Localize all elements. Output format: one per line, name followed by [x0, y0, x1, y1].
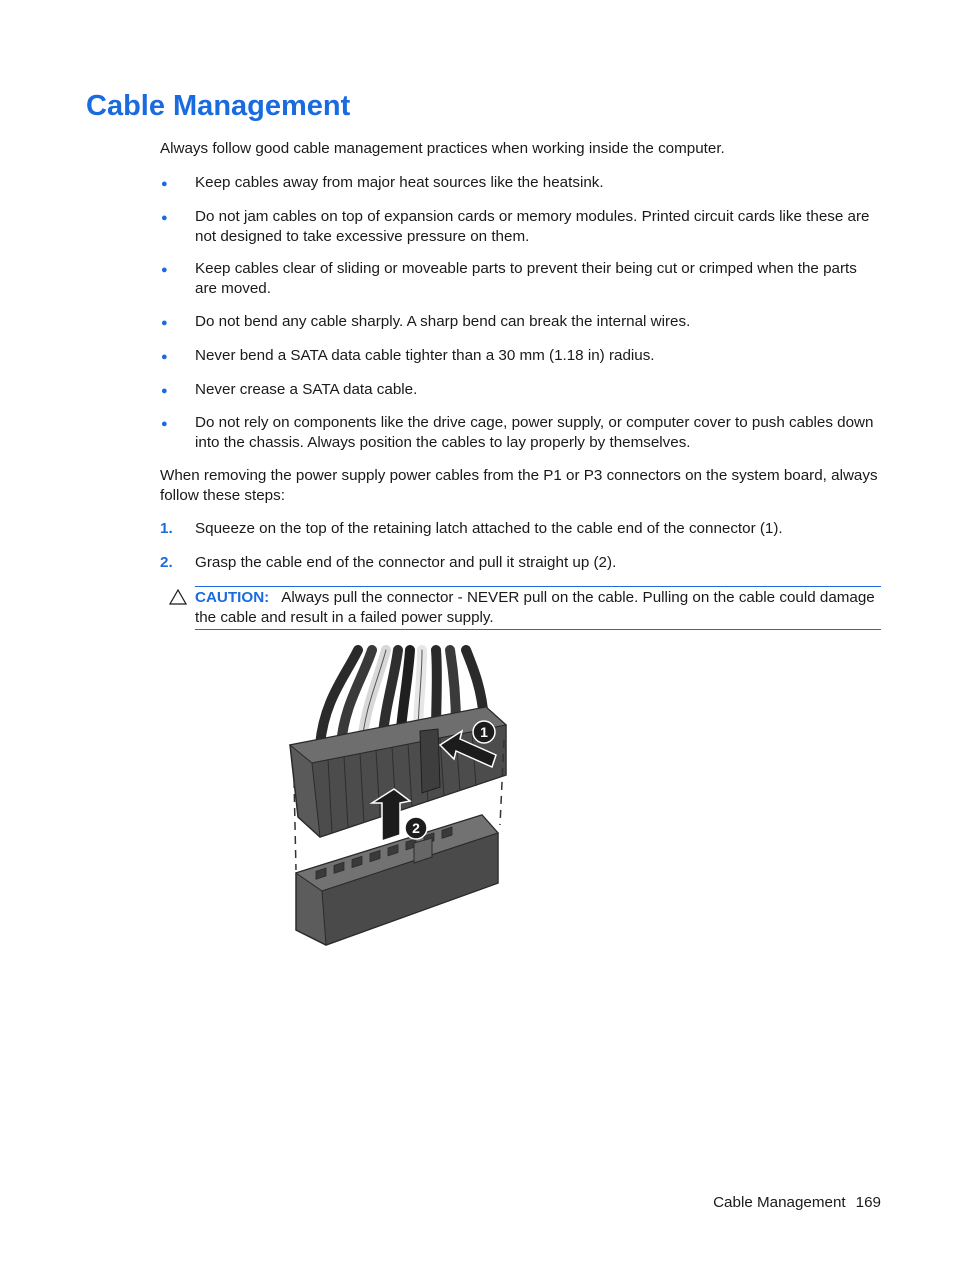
step-text: Squeeze on the top of the retaining latch attached to the cable end of the connector (1). — [195, 520, 783, 537]
caution-text: Always pull the connector - NEVER pull on the cable. Pulling on the cable could damage the cable and result in a failed power supply. — [195, 589, 875, 626]
bullet-text: Never bend a SATA data cable tighter than a 30 mm (1.18 in) radius. — [195, 347, 655, 364]
page-title: Cable Management — [86, 90, 351, 122]
connector-diagram — [286, 645, 516, 955]
bullet-text: Do not rely on components like the drive cage, power supply, or computer cover to push cables down into the chassis. Always position the cables to lay properly by themselves. — [195, 414, 874, 451]
intro-paragraph: Always follow good cable management practices when working inside the computer. — [160, 140, 725, 157]
bullet-icon: ● — [161, 264, 168, 276]
bullet-text: Do not bend any cable sharply. A sharp bend can break the internal wires. — [195, 313, 691, 330]
bullet-item — [160, 259, 882, 299]
callout-2-label: 2 — [412, 820, 420, 836]
bullet-item — [160, 346, 882, 366]
bullet-icon: ● — [161, 212, 168, 224]
connector-illustration — [286, 645, 516, 955]
steps-intro-paragraph: When removing the power supply power cables from the P1 or P3 connectors on the system board, always follow these steps: — [160, 467, 878, 504]
bullet-item — [160, 207, 882, 247]
bullet-item — [160, 380, 882, 400]
step-number: 2. — [160, 554, 173, 571]
bullet-text: Do not jam cables on top of expansion cards or memory modules. Printed circuit cards like these are not designed to take excessive pressure on them. — [195, 208, 870, 245]
caution-note — [195, 586, 881, 630]
bullet-text: Keep cables away from major heat sources like the heatsink. — [195, 174, 604, 191]
bullet-icon: ● — [161, 178, 168, 190]
bullet-icon: ● — [161, 418, 168, 430]
bullet-icon: ● — [161, 317, 168, 329]
step-number: 1. — [160, 520, 173, 537]
callout-1-label: 1 — [480, 724, 488, 740]
callout-2-icon — [405, 817, 427, 839]
caution-triangle-icon — [169, 589, 187, 605]
bullet-text: Keep cables clear of sliding or moveable parts to prevent their being cut or crimped when the parts are moved. — [195, 260, 857, 297]
page-number: 169 — [855, 1194, 881, 1211]
bullet-item — [160, 312, 882, 332]
bullet-item — [160, 173, 882, 193]
bullet-icon: ● — [161, 351, 168, 363]
bullet-text: Never crease a SATA data cable. — [195, 381, 418, 398]
caution-label: CAUTION: — [195, 589, 270, 606]
step-text: Grasp the cable end of the connector and pull it straight up (2). — [195, 554, 617, 571]
page-footer — [713, 1193, 881, 1213]
bullet-icon: ● — [161, 385, 168, 397]
footer-section: Cable Management — [713, 1194, 846, 1211]
bullet-item — [160, 413, 882, 453]
step-item — [160, 519, 882, 539]
step-item — [160, 553, 882, 573]
callout-1-icon — [473, 721, 495, 743]
